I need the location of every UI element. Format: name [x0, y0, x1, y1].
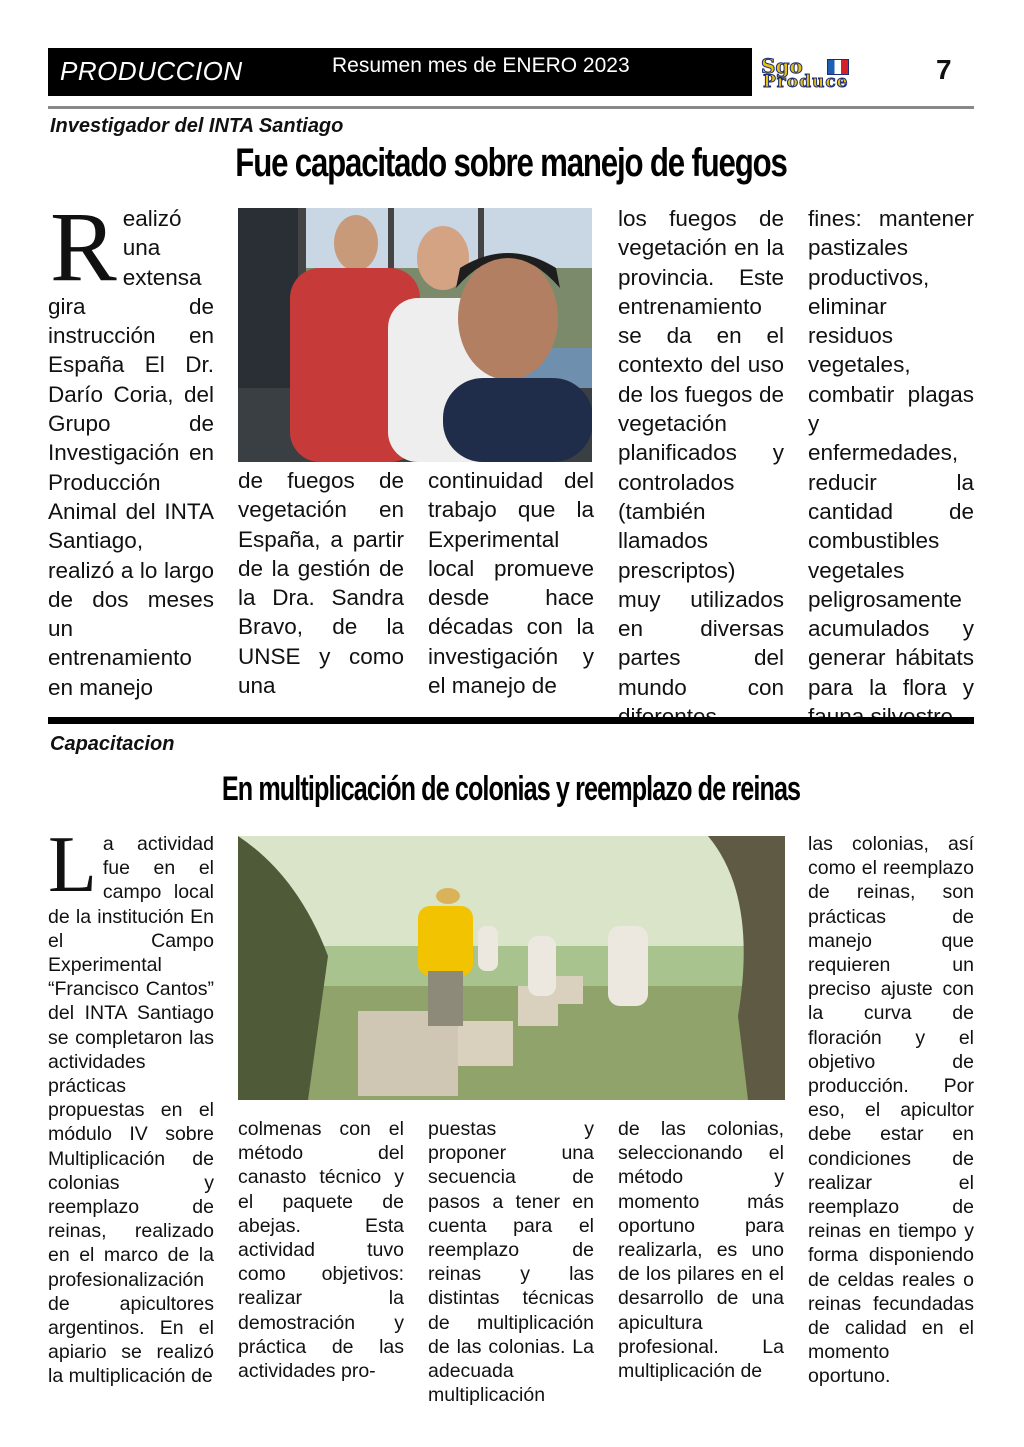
sgo-produce-logo: [757, 56, 899, 92]
men-selfie-photo: [238, 208, 592, 462]
drop-cap: L: [48, 821, 97, 909]
logo-text-top: Sgo: [761, 54, 803, 78]
article2-headline: En multiplicación de colonias y reemplazo de reinas: [221, 770, 801, 808]
article2-kicker: Capacitacion: [50, 733, 175, 755]
article2-column-2: colmenas con el método del canasto técnico y el paquete de abejas. Esta actividad tuvo como objetivos: realizar la demostración y práctica de las actividades pro-: [238, 1118, 404, 1383]
article1-column-4: los fuegos de vegetación en la provincia. Este entrenamiento se da en el contexto del uso de los fuegos de vegetación planificados y controlados (también llamados prescriptos) muy utilizados en diversas partes del mundo con: [618, 206, 784, 700]
section-label: PRODUCCION: [60, 56, 243, 86]
article2-photo: [238, 836, 785, 1100]
logo-text-bottom: Produce: [763, 72, 849, 92]
issue-subtitle: Resumen mes de ENERO 2023: [332, 54, 630, 77]
article1-headline: Fue capacitado sobre manejo de fuegos: [235, 141, 787, 185]
page-header: [48, 48, 752, 96]
article-divider: [48, 717, 974, 724]
beekeepers-apiary-photo: [238, 836, 785, 1100]
page-number: 7: [936, 54, 952, 85]
article1-text-1: ealizó una extensa gira de instrucción en España El Dr. Darío Coria, del Grupo de Investigación en Producción Animal del INTA Santiago, realizó a lo largo de dos meses un entrenamiento en manejo: [48, 206, 214, 700]
article1-column-1: [48, 191, 214, 702]
article2-column-4: de las colonias, seleccionando el método y momento más oportuno para realizarla, es uno de los pilares en el desarrollo de una apicultura profesional. La multiplicación de: [618, 1118, 784, 1383]
article1-kicker: Investigador del INTA Santiago: [50, 115, 344, 137]
article2-column-3: puestas y proponer una secuencia de pasos a tener en cuenta para el reemplazo de reinas y las distintas técnicas de multiplicación de las colonias. La adecuada multiplicación: [428, 1118, 594, 1407]
article1-column-3: continuidad del trabajo que la Experimental local promueve desde hace décadas con la investigación y el manejo de: [428, 468, 594, 699]
article2-column-5: las colonias, así como el reemplazo de reinas, son prácticas de manejo que requieren un preciso ajuste con la curva de floración y el objetivo de producción. Por eso, el apicultor debe estar en condiciones de realizar el reemplazo de reinas en tiempo y forma disponiendo de celdas reales o reinas fecundadas de calidad en el momento oportuno.: [808, 833, 974, 1388]
article2-column-1: [48, 821, 214, 1389]
article1-column-2: de fuegos de vegetación en España, a partir de la gestión de la Dra. Sandra Bravo, de la UNSE y como una: [238, 468, 404, 699]
header-divider: [48, 106, 974, 109]
article2-text-1: a actividad fue en el campo local de la institución En el Campo Experimental “Francisco Cantos” del INTA Santiago se completaron las actividades prácticas propuestas en el módulo IV sobre Multiplicación de colonias y reemplazo de reinas, realizado en el marco de la profesionalización de apicultores argentinos. En el apiario se realizó la multiplicación de: [48, 833, 214, 1388]
article1-column-5: fines: mantener pastizales productivos, eliminar residuos vegetales, combatir plagas y enfermedades, reducir la cantidad de combustibles vegetales peligrosamente acumulados y generar hábitats para la flora y: [808, 206, 974, 700]
drop-cap: R: [50, 191, 117, 302]
article1-photo: [238, 208, 592, 462]
